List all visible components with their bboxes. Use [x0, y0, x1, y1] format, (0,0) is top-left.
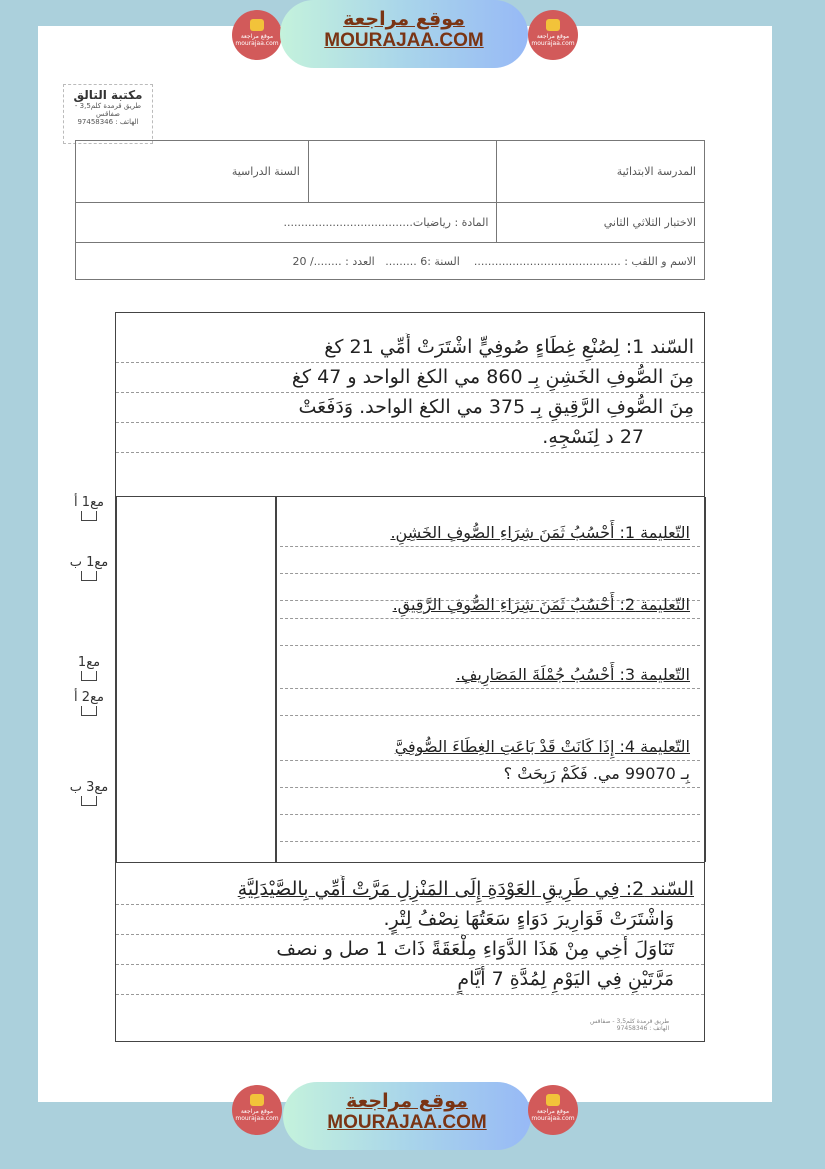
stamp-address: طريق قرمدة كلم3,5 - صفاقس	[74, 102, 142, 118]
footer-address: طريق قرمدة كلم3,5 - صفاقس	[590, 1018, 670, 1025]
score-box[interactable]	[81, 511, 97, 521]
question-3	[280, 662, 700, 716]
margin-divider	[115, 497, 117, 862]
site-banner-top[interactable]	[280, 0, 528, 68]
banner-site[interactable]: MOURAJAA.COM	[324, 30, 484, 51]
badge-text: موقع مراجعة mourajaa.com	[531, 33, 575, 47]
question-1	[280, 520, 700, 601]
right-border	[704, 497, 706, 862]
mark-criterion	[64, 555, 114, 585]
mark-criterion	[64, 655, 114, 685]
name-field: الاسم و اللقب : ..........................................	[473, 254, 696, 268]
criterion-label: مع1 أ	[74, 495, 104, 510]
question-4	[280, 734, 700, 842]
book-icon	[546, 19, 560, 31]
sanad-1-box	[115, 312, 705, 497]
column-divider	[275, 497, 277, 862]
sanad-1-line: السّند 1: لِصُنْعِ غِطَاءٍ صُوفِيٍّ اشْتَرَتْ أُمِّي 21 كغ	[116, 333, 704, 363]
logo-badge-right-bottom	[528, 1085, 578, 1135]
score-box[interactable]	[81, 671, 97, 681]
book-icon	[546, 1094, 560, 1106]
logo-badge-left-bottom	[232, 1085, 282, 1135]
sanad-1-line: مِنَ الصُّوفِ الخَشِنِ بِـ 860 مي الكغ الواحد و 47 كغ	[116, 363, 704, 393]
mark-criterion	[64, 690, 114, 720]
score-box[interactable]	[81, 571, 97, 581]
subject-field: المادة : رياضيات.....................................	[76, 203, 497, 243]
question-3-text: التّعليمة 3: أَحْسُبُ جُمْلَةَ المَصَارِيفِ.	[455, 665, 690, 684]
sanad-2-line: وَاشْتَرَتْ قَوَارِيرَ دَوَاءٍ سَعَتُهَا نِصْفُ لِتْرٍ.	[116, 905, 704, 935]
criterion-label: مع1	[77, 655, 101, 670]
mark-criterion	[64, 780, 114, 810]
library-stamp	[63, 84, 153, 144]
footer-stamp	[590, 1018, 669, 1032]
badge-text: موقع مراجعة mourajaa.com	[235, 33, 279, 47]
banner-site[interactable]: MOURAJAA.COM	[327, 1112, 487, 1133]
sanad-2-line: السّند 2: فِي طَرِيقِ العَوْدَةِ إِلَى المَنْزِلِ مَرَّتْ أُمِّي بِالصَّيْدَلِيَّةِ	[237, 878, 694, 900]
stamp-name: مكتبة التالق	[73, 88, 143, 102]
question-2	[280, 592, 700, 646]
question-4-text-2: بِـ 99070 مي. فَكَمْ رَبِحَتْ ؟	[280, 761, 700, 788]
logo-badge-left	[232, 10, 282, 60]
banner-arabic: موقع مراجعة	[343, 8, 465, 30]
badge-text: موقع مراجعة mourajaa.com	[531, 1108, 575, 1122]
sanad-2-line: مَرَّتَيْنِ فِي اليَوْمِ لِمُدَّةِ 7 أَيَّامٍ	[116, 965, 704, 995]
criterion-label: مع1 ب	[69, 555, 109, 570]
score-field: العدد : ......../ 20	[292, 254, 375, 268]
site-banner-bottom[interactable]	[283, 1082, 531, 1150]
mark-criterion	[64, 495, 114, 525]
school-year-label: السنة الدراسية	[76, 141, 309, 203]
exam-header-table	[75, 140, 705, 280]
footer-phone: الهاتف : 97458346	[616, 1025, 670, 1032]
criterion-label: مع2 أ	[74, 690, 104, 705]
question-2-text: التّعليمة 2: أَحْسُبُ ثَمَنَ شِرَاءِ الصُّوفِ الرَّقِيقِ.	[392, 595, 690, 614]
stamp-phone: الهاتف : 97458346	[77, 118, 139, 126]
grade-field: السنة :6 .........	[385, 254, 460, 268]
book-icon	[250, 19, 264, 31]
sanad-2-box	[115, 862, 705, 1042]
sanad-1-line: مِنَ الصُّوفِ الرَّقِيقِ بِـ 375 مي الكغ الواحد. وَدَفَعَتْ	[116, 393, 704, 423]
score-box[interactable]	[81, 796, 97, 806]
badge-text: موقع مراجعة mourajaa.com	[235, 1108, 279, 1122]
banner-arabic: موقع مراجعة	[346, 1090, 468, 1112]
question-1-text: التّعليمة 1: أَحْسُبُ ثَمَنَ شِرَاءِ الصُّوفِ الخَشِنِ.	[390, 523, 690, 542]
sanad-1-line: 27 د لِنَسْجِهِ.	[116, 423, 704, 453]
logo-badge-right	[528, 10, 578, 60]
book-icon	[250, 1094, 264, 1106]
sanad-2-line: تَنَاوَلَ أَخِي مِنْ هَذَا الدَّوَاءِ مِلْعَقَةً ذَاتَ 1 صل و نصف	[116, 935, 704, 965]
score-box[interactable]	[81, 706, 97, 716]
question-4-text: التّعليمة 4: إِذَا كَانَتْ قَدْ بَاعَتِ الغِطَاءَ الصُّوفِيَّ	[394, 737, 690, 756]
exam-title: الاختبار الثلاثي الثاني	[497, 203, 705, 243]
criterion-label: مع3 ب	[69, 780, 109, 795]
school-label: المدرسة الابتدائية	[497, 141, 705, 203]
